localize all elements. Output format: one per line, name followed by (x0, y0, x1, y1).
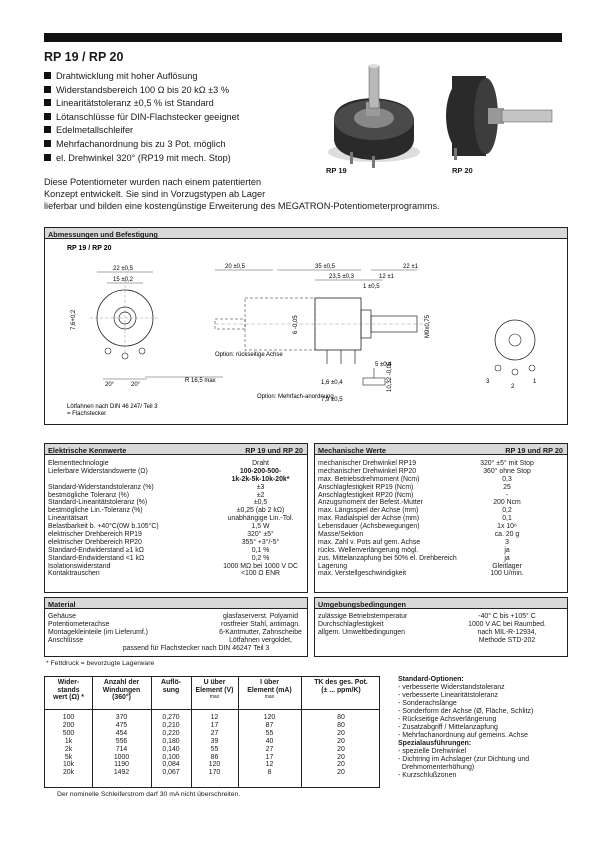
spec-label: Standard-Widerstandstoleranz (%) (48, 483, 154, 491)
spec-row (45, 629, 307, 637)
rp19-caption: RP 19 (326, 166, 347, 175)
table-cell: 100 (62, 714, 75, 721)
spec-row (315, 523, 567, 531)
terminal-label: 1 (533, 379, 537, 385)
svg-text:6 -0,05: 6 -0,05 (293, 315, 299, 334)
terminal-label: 2 (511, 384, 515, 390)
feature-item: Edelmetallschleifer (44, 124, 239, 138)
col-header-widerstand: Wider- stands wert (Ω) * (53, 679, 84, 701)
table-cell: 40 (265, 737, 274, 745)
spec-row (45, 523, 307, 531)
spec-value: 6-Kantmutter, Zahnscheibe (219, 628, 302, 636)
col-umax (191, 714, 238, 777)
environment-header: Umgebungsbedingungen (315, 598, 567, 609)
bullet-square-icon (44, 72, 51, 79)
dimensions-header: Abmessungen und Befestigung (45, 228, 567, 239)
spec-row (45, 539, 307, 547)
drawing-subtitle: RP 19 / RP 20 (67, 245, 112, 252)
rp20-photo (438, 70, 558, 162)
spec-value: ±0,25 (ab 2 kΩ) (236, 507, 285, 515)
spec-value: ja (504, 554, 510, 562)
svg-text:23,5 ±0,3: 23,5 ±0,3 (329, 274, 354, 280)
spec-value: 360° ohne Stop (483, 467, 531, 475)
table-cell: 1k (64, 737, 73, 745)
spec-value: ja (504, 546, 510, 554)
environment-rows (315, 609, 567, 645)
spec-label: Belastbarkeit b. +40°C(0W b.105°C) (48, 523, 159, 531)
col-header-windungen: Anzahl der Windungen (360°) (102, 679, 141, 701)
spec-value: 200 Ncm (493, 499, 521, 507)
spec-label: elektrischer Drehbereich RP19 (48, 531, 142, 539)
col-header-umax: U über Element (V) max (195, 679, 234, 700)
list-item: - Rückseitige Achsverlängerung (398, 716, 497, 723)
spec-value: 320° ±5° mit Stop (480, 460, 534, 467)
spec-label: max. Radialspiel der Achse (mm) (318, 515, 420, 523)
spec-label: Elementtechnologie (48, 460, 109, 467)
page-title: RP 19 / RP 20 (44, 50, 124, 64)
table-cell: 170 (208, 769, 221, 777)
table-cell: 80 (337, 714, 345, 721)
table-cell: 20 (337, 761, 345, 769)
electrical-rows (45, 455, 307, 578)
list-item: - spezielle Drehwinkel (398, 748, 467, 755)
resistance-table (44, 676, 380, 788)
spec-row (315, 570, 567, 578)
spec-value: ±2 (256, 491, 265, 499)
svg-text:Option: Mehrfach-anordnung: Option: Mehrfach-anordnung (257, 394, 334, 400)
table-cell: 1190 (114, 761, 129, 769)
col-windungen (92, 714, 151, 777)
spec-value: 1x 10⁶ (497, 523, 517, 531)
spec-value: 3 (505, 538, 509, 546)
spec-value: rostfreier Stahl, antimagn. (221, 620, 300, 628)
table-cell: 20 (337, 769, 345, 777)
spec-row (315, 492, 567, 500)
table-cell: 556 (115, 737, 128, 745)
resistor-symbol (363, 378, 385, 385)
feature-item: Widerstandsbereich 100 Ω bis 20 kΩ ±3 % (44, 84, 239, 98)
spec-label: Montagekleinteile (im Lieferumf.) (48, 628, 148, 636)
svg-text:1 ±0,5: 1 ±0,5 (363, 284, 380, 290)
spec-row (315, 476, 567, 484)
svg-text:22 ±0,5: 22 ±0,5 (113, 266, 133, 272)
spec-row (315, 555, 567, 563)
spec-row (45, 547, 307, 555)
list-item: Drehmomenterhöhung) (398, 764, 475, 771)
spec-label: Anschlagfestigkeit RP19 (Ncm) (318, 483, 414, 491)
spec-row (45, 484, 307, 492)
spec-label: bestmögliche Lin.-Toleranz (%) (48, 507, 143, 515)
spec-label: allgem. Umweltbedingungen (318, 628, 405, 636)
feature-item: Drahtwicklung mit hoher Auflösung (44, 70, 239, 84)
table-cell: 12 (210, 714, 219, 721)
table-cell: 370 (115, 714, 128, 721)
table-cell: 0,084 (162, 761, 180, 769)
spec-value: 0,2 % (251, 554, 270, 562)
spec-label: Durchschlagfestigkeit (318, 620, 384, 628)
svg-text:= Flachstecker: = Flachstecker (67, 411, 107, 417)
spec-value: 25 (503, 483, 511, 491)
feature-item: Lötanschlüsse für DIN-Flachstecker geeignet (44, 111, 239, 125)
svg-text:M9x0,75: M9x0,75 (425, 314, 431, 338)
spec-row (45, 460, 307, 468)
spec-row (315, 499, 567, 507)
bullet-square-icon (44, 113, 51, 120)
spec-row (315, 515, 567, 523)
table-cell: 0,210 (162, 721, 180, 729)
material-header: Material (45, 598, 307, 609)
spec-row (315, 613, 567, 621)
spec-row (315, 563, 567, 571)
svg-text:35 ±0,5: 35 ±0,5 (315, 264, 335, 270)
spec-value: ca. 20 g (494, 531, 520, 539)
feature-item: Linearitätstoleranz ±0,5 % ist Standard (44, 97, 239, 111)
bullet-square-icon (44, 99, 51, 106)
spec-value: 320° ±5° (247, 531, 274, 539)
list-item: - Sonderachslänge (398, 700, 457, 707)
wiper-current-note: Der nominelle Schleiferstrom darf 30 mA nicht überschreiten. (57, 791, 241, 798)
bullet-square-icon (44, 126, 51, 133)
table-cell: 5k (64, 753, 73, 761)
spec-value: Draht (252, 460, 269, 467)
spec-label: Isolationswiderstand (48, 562, 111, 570)
list-item: - Zusatzabgriff / Mittelanzapfung (398, 724, 498, 731)
spec-value: 0,1 % (251, 546, 270, 554)
svg-text:Option: rückseitige Achse: Option: rückseitige Achse (215, 352, 283, 358)
table-cell: 500 (62, 729, 75, 737)
table-cell: 0,220 (162, 729, 180, 737)
spec-value: 100 U/min. (490, 570, 524, 578)
spec-row (45, 507, 307, 515)
spec-value: Gleitlager (492, 562, 522, 570)
spec-value: 1000 V AC bei Raumbed. (468, 620, 546, 628)
spec-label: Standard-Endwiderstand <1 kΩ (48, 554, 145, 562)
spec-label: zulässige Betriebstemperatur (318, 613, 408, 620)
bullet-square-icon (44, 86, 51, 93)
list-item: - verbesserte Linearitätstoleranz (398, 692, 498, 699)
bottom-view (495, 320, 535, 360)
list-item: - Sonderform der Achse (Ø, Fläche, Schlitz) (398, 708, 534, 715)
table-cell: 20 (337, 737, 345, 745)
mechanical-rows (315, 455, 567, 578)
svg-text:20°: 20° (105, 382, 115, 388)
spec-row (45, 492, 307, 500)
col-widerstand (45, 714, 92, 777)
spec-label: max. Zahl v. Pots auf gem. Achse (318, 538, 421, 546)
intro-text: Diese Potentiometer wurden nach einem patentierten Konzept entwickelt. Sie sind in Vorzugstypen ab Lager lieferbar und bilden eine kostengünstige Erweiterung des MEGATRON-Potentiometerprogramms. (44, 177, 440, 212)
table-cell: 200 (62, 721, 75, 729)
spec-label: Standard-Endwiderstand ≥1 kΩ (48, 546, 144, 554)
spec-label: rücks. Wellenverlängerung mögl. (318, 546, 419, 554)
col-imax (238, 714, 301, 777)
spec-label: mechanischer Drehwinkel RP20 (318, 467, 417, 475)
table-cell: 27 (265, 745, 274, 753)
table-cell: 17 (210, 721, 219, 729)
spec-label: Anschlagfestigkeit RP20 (Ncm) (318, 491, 414, 499)
spec-row (45, 570, 307, 578)
preferred-footnote: * Fettdruck = bevorzugte Lagerware (46, 660, 155, 667)
spec-row (315, 547, 567, 555)
spec-value: 1000 MΩ bei 1000 V DC (223, 562, 298, 570)
svg-text:R 16,5 max: R 16,5 max (185, 378, 216, 384)
table-cell: 0,067 (162, 769, 180, 777)
environment-table (314, 597, 568, 657)
list-item: - Mehrfachanordnung auf gemeins. Achse (398, 732, 528, 739)
table-cell: 120 (263, 714, 276, 721)
svg-text:7,9 ±0,5: 7,9 ±0,5 (321, 397, 343, 403)
spec-row (45, 515, 307, 523)
spec-label: Gehäuse (48, 613, 76, 620)
spec-value: - (505, 491, 509, 499)
spec-label: bestmögliche Toleranz (%) (48, 491, 130, 499)
spec-value: 1,5 W (251, 523, 270, 531)
spec-value: Methode STD-202 (478, 636, 536, 644)
table-cell: 17 (265, 753, 274, 761)
spec-label: Standard-Linearitätstoleranz (%) (48, 499, 148, 507)
spec-label: max. Betriebsdrehmoment (Ncm) (318, 475, 420, 483)
spec-row (315, 539, 567, 547)
spec-row (45, 613, 307, 621)
spec-value: Lötfahnen vergoldet, (229, 636, 292, 644)
col-header-imax: I über Element (mA) max (247, 679, 292, 700)
svg-text:1,6 ±0,4: 1,6 ±0,4 (321, 380, 343, 386)
spec-value: 355° +3°/-5° (241, 538, 280, 546)
spec-row (45, 563, 307, 571)
table-cell: 39 (210, 737, 219, 745)
standard-options: Standard-Optionen: - verbesserte Widerstandstoleranz - verbesserte Linearitätstoleranz - Sonderachslänge - Sonderform der Achse (Ø, Fläche, Schlitz) - Rückseitige Achsverlängerung - Zusatzabgriff / Mittelanzapfung - Mehrfachanordnung auf gemeins. Achse Spezialausführungen: - spezielle Drehwinkel - Dichtring im Achslager (zur Dichtung und Drehmomenterhöhung) - Kurzschlußzonen (398, 676, 568, 780)
svg-text:10,32 -0,05: 10,32 -0,05 (387, 361, 393, 392)
spec-row (45, 555, 307, 563)
svg-text:20 ±0,5: 20 ±0,5 (225, 264, 245, 270)
svg-text:5 ±0,4: 5 ±0,4 (375, 362, 392, 368)
mechanical-header: Mechanische Werte RP 19 und RP 20 (315, 444, 567, 455)
feature-item: el. Drehwinkel 320° (RP19 mit mech. Stop) (44, 152, 239, 166)
table-cell: 714 (115, 745, 128, 753)
col-header-tk: TK des ges. Pot. (± ... ppm/K) (314, 679, 368, 694)
spec-label: max. Längsspiel der Achse (mm) (318, 507, 419, 515)
spec-value: <100 Ω ENR (240, 570, 281, 578)
table-cell: 120 (208, 761, 221, 769)
spec-row (315, 637, 567, 645)
spec-value: 100-200-500- (239, 467, 282, 475)
table-cell: 454 (115, 729, 128, 737)
svg-text:12 ±1: 12 ±1 (379, 274, 394, 280)
spec-label: Masse/Sektion (318, 531, 364, 539)
mechanical-table (314, 443, 568, 593)
table-cell: 80 (337, 721, 345, 729)
table-cell: 1492 (113, 769, 130, 777)
table-cell: 12 (265, 761, 274, 769)
spec-label: Lieferbare Widerstandswerte (Ω) (48, 467, 148, 475)
table-cell: 8 (267, 769, 272, 777)
header-bar (44, 33, 562, 42)
spec-label: Kontaktrauschen (48, 570, 100, 578)
spec-value: 0,3 (502, 475, 512, 483)
spec-value: -40° C bis +105° C (478, 613, 536, 620)
col-header-aufloesung: Auflö- sung (161, 679, 181, 694)
rp20-caption: RP 20 (452, 166, 473, 175)
spec-row (315, 484, 567, 492)
table-cell: 475 (115, 721, 128, 729)
spec-row (315, 507, 567, 515)
spec-value: ±3 (256, 483, 265, 491)
table-cell: 2k (64, 745, 73, 753)
dimension-drawing (45, 240, 567, 426)
col-aufloesung (151, 714, 191, 777)
material-table (44, 597, 308, 657)
spec-row (315, 629, 567, 637)
svg-text:7,6+0,2: 7,6+0,2 (71, 309, 77, 330)
svg-text:22 ±1: 22 ±1 (403, 264, 418, 270)
table-cell: 20 (337, 753, 345, 761)
table-cell: 27 (210, 729, 219, 737)
table-cell: 0,140 (162, 745, 180, 753)
table-cell: 86 (210, 753, 219, 761)
spec-label: elektrischer Drehbereich RP20 (48, 538, 142, 546)
spec-label: Anzugsmoment der Befest.-Mutter (318, 499, 423, 507)
spec-label: mechanischer Drehwinkel RP19 (318, 460, 417, 467)
spec-value: passend für Flachstecker nach DIN 46247 Teil 3 (122, 644, 270, 652)
col-tk (301, 714, 381, 777)
spec-label: Linearitätsart (48, 515, 88, 523)
bullet-square-icon (44, 140, 51, 147)
spec-label: zus. Mittelanzapfung bei 50% el. Drehbereich (318, 554, 457, 562)
terminal-label: 3 (486, 379, 490, 385)
spec-value: ±0,5 (253, 499, 268, 507)
table-cell: 20 (337, 745, 345, 753)
spec-label: max. Verstellgeschwindigkeit (318, 570, 407, 578)
table-cell: 55 (265, 729, 274, 737)
spec-row (315, 621, 567, 629)
rp19-photo (322, 60, 432, 168)
table-cell: 10k (62, 761, 75, 769)
spec-row (315, 460, 567, 468)
table-cell: 0,100 (162, 753, 180, 761)
feature-list (44, 70, 239, 165)
spec-label: Lebensdauer (Achsbewegungen) (318, 523, 420, 531)
spec-value: nach MIL-R-12934, (477, 628, 537, 636)
svg-text:Lötfahnen nach DIN 46 247/ Tei: Lötfahnen nach DIN 46 247/ Teil 3 (67, 404, 158, 410)
spec-label: Potentiometerachse (48, 620, 110, 628)
table-cell: 87 (265, 721, 274, 729)
table-cell: 1000 (113, 753, 130, 761)
spec-row (45, 645, 307, 653)
list-item: - verbesserte Widerstandstoleranz (398, 684, 505, 691)
feature-item: Mehrfachanordnung bis zu 3 Pot. möglich (44, 138, 239, 152)
spec-value: 0,1 (502, 515, 512, 523)
svg-text:20°: 20° (131, 382, 141, 388)
spec-value: 0,2 (502, 507, 512, 515)
svg-text:15 ±0,2: 15 ±0,2 (113, 277, 133, 283)
table-cell: 20 (337, 729, 345, 737)
electrical-header: Elektrische Kennwerte RP 19 und RP 20 (45, 444, 307, 455)
table-cell: 0,270 (162, 714, 180, 721)
spec-row (315, 531, 567, 539)
spec-value: glasfaserverst. Polyamid (222, 613, 299, 620)
spec-row (315, 468, 567, 476)
spec-row (45, 637, 307, 645)
list-item: - Kurzschlußzonen (398, 772, 457, 779)
table-cell: 55 (210, 745, 219, 753)
spec-value: unabhängige Lin.-Tol. (227, 515, 294, 523)
spec-row (45, 621, 307, 629)
spec-row (45, 468, 307, 476)
material-rows (45, 609, 307, 652)
spec-row (45, 476, 307, 484)
table-cell: 20k (62, 769, 75, 777)
spec-row (45, 499, 307, 507)
spec-label: Lagerung (318, 562, 348, 570)
bullet-square-icon (44, 154, 51, 161)
table-cell: 0,180 (162, 737, 180, 745)
list-item: - Dichtring im Achslager (zur Dichtung und (398, 756, 530, 763)
dimensions-box (44, 227, 568, 425)
electrical-table (44, 443, 308, 593)
spec-row (45, 531, 307, 539)
spec-value: 1k-2k-5k-10k-20k* (231, 475, 290, 483)
spec-label: Anschlüsse (48, 636, 84, 644)
